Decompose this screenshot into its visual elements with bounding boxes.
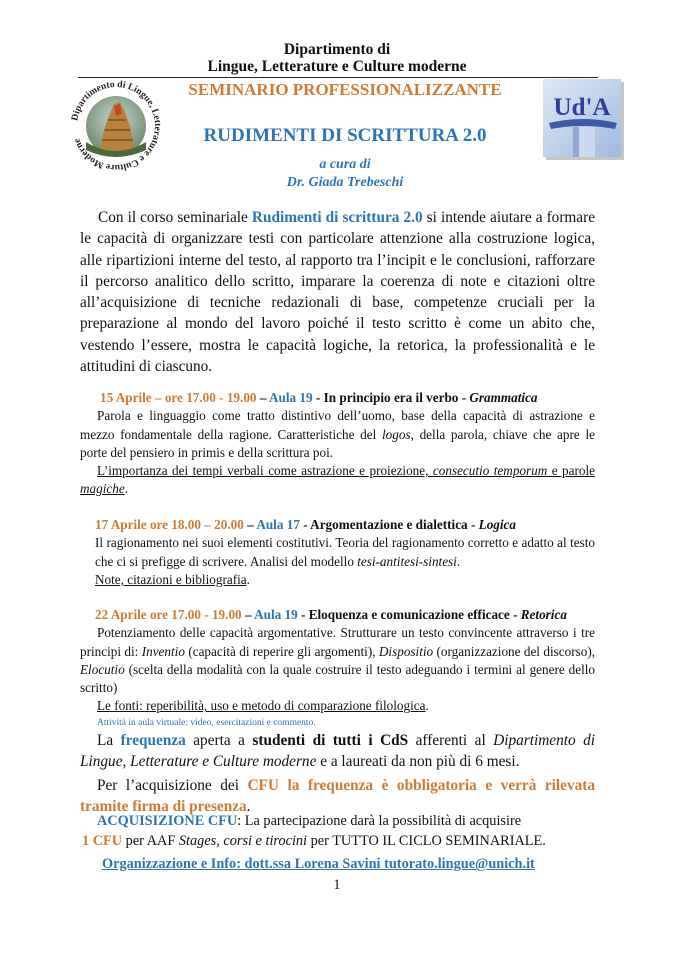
header-divider	[78, 77, 598, 78]
credits-amount: 1 CFU	[82, 833, 123, 849]
text: Per l’acquisizione dei	[97, 777, 248, 794]
text-italic: Stages, corsi e tirocini	[178, 833, 308, 849]
department-line-1: Dipartimento di	[283, 41, 391, 58]
period: .	[124, 481, 128, 497]
body-italic: tesi-antitesi-sintesi	[357, 553, 457, 569]
session-title: - Argomentazione e dialettica -	[299, 517, 479, 532]
body-text: Parola e linguaggio come tratto distintivo dell’uomo, base della capacità di astrazione e mezzo fondamentale della ragione. Caratteristiche del	[80, 408, 595, 442]
credits-label: ACQUISIZIONE CFU	[97, 813, 238, 829]
separator: –	[256, 390, 269, 405]
session-date: 17 Aprile ore 18.00 – 20.00	[95, 517, 244, 532]
highlight-text: Le fonti: reperibilità, uso e metodo di comparazione filologica	[97, 698, 426, 714]
intro-paragraph	[80, 207, 595, 377]
session-2	[80, 516, 595, 589]
text: per TUTTO IL CICLO SEMINARIALE.	[307, 833, 546, 849]
session-body	[80, 624, 595, 697]
text: afferenti al	[408, 732, 494, 749]
body-text: (scelta della modalità con la quale costruire il testo adeguando i termini al genere dello scritto)	[80, 661, 595, 696]
body-italic: Inventio	[141, 643, 185, 659]
body-italic: Dispositio	[378, 643, 434, 659]
session-note: Attività in aula virtuale: video, esercitazioni e commento.	[97, 717, 316, 728]
session-body	[80, 534, 595, 571]
session-room: Aula 19	[269, 390, 313, 405]
logo-text: Ud'A	[553, 94, 611, 121]
session-title: - Eloquenza e comunicazione efficace -	[297, 607, 521, 622]
session-subject: Grammatica	[469, 390, 538, 405]
text: La	[97, 732, 121, 749]
department-italic: Dipartimento di Lingue, Letterature e Culture moderne	[80, 732, 596, 770]
session-room: Aula 19	[254, 607, 298, 622]
course-name-highlight: Rudimenti di scrittura 2.0	[251, 209, 423, 226]
session-header	[80, 516, 595, 534]
curated-by-label: a cura di	[319, 157, 371, 172]
attendance-section	[80, 731, 595, 817]
highlight-italic: magiche	[80, 481, 125, 497]
body-text: Potenziamento delle capacità argomentative. Strutturare un testo convincente attraverso i tre principi di:	[80, 625, 595, 659]
department-line-2: Lingue, Letterature e Culture moderne	[207, 58, 467, 75]
session-date: 15 Aprile – ore 17.00 - 19.00	[100, 390, 257, 405]
page-number: 1	[333, 877, 341, 893]
separator: –	[243, 517, 257, 532]
highlight-text: Note, citazioni e bibliografia	[95, 571, 247, 587]
text: : La partecipazione darà la possibilità di acquisire	[237, 813, 522, 829]
session-1	[80, 389, 595, 499]
text: aperta a	[185, 732, 253, 749]
body-text: (capacità di reperire gli argomenti),	[184, 643, 379, 659]
text: e a laureati da non più di 6 mesi.	[316, 752, 520, 770]
session-header	[80, 606, 595, 624]
credits-section	[80, 811, 595, 851]
contact-link[interactable]: Organizzazione e Info: dott.ssa Lorena Savini tutorato.lingue@unich.it	[102, 856, 535, 872]
session-date: 22 Aprile ore 17.00 - 19.00	[95, 607, 242, 622]
session-room: Aula 17	[256, 517, 300, 532]
frequency-highlight: frequenza	[120, 732, 186, 749]
body-text: .	[456, 553, 461, 569]
separator: –	[241, 607, 255, 622]
session-title: - In principio era il verbo -	[312, 390, 470, 405]
highlight-italic: consecutio temporum	[432, 463, 548, 479]
session-body	[80, 407, 595, 462]
session-subject: Retorica	[520, 607, 567, 622]
period: .	[246, 571, 250, 587]
course-title: RUDIMENTI DI SCRITTURA 2.0	[203, 125, 487, 146]
period: .	[246, 797, 251, 815]
credits-line-2	[80, 831, 595, 851]
info-line	[80, 856, 595, 873]
period: .	[425, 698, 429, 714]
intro-text: Con il corso seminariale	[98, 209, 252, 226]
body-italic: Elocutio	[80, 661, 125, 677]
body-text: (organizzazione del discorso),	[433, 643, 596, 659]
session-header	[80, 389, 595, 407]
session-highlight	[80, 697, 595, 715]
author-name: Dr. Giada Trebeschi	[286, 175, 404, 190]
students-bold: studenti di tutti i CdS	[252, 732, 409, 749]
university-logo	[543, 79, 629, 165]
attendance-paragraph	[80, 731, 595, 772]
requirement-highlight: CFU la frequenza è obbligatoria e verrà rilevata tramite firma di presenza	[80, 777, 595, 815]
intro-text: si intende aiutare a formare le capacità di organizzare testi con particolare attenzione alla costruzione logica, alle ripartizioni interne del testo, al rapporto tra l’incipit e le conclusioni, rafforzare il percorso analitico dello scritto, imparare la coerenza di note e citazioni oltre all’acquisizione di tecniche redazionali di base, competenze cruciali per la preparazione al mondo del lavoro poiché il testo scritto è come un abito che, vestendo l’essere, mostra le capacità logiche, la retorica, la professionalità e le attitudini di ciascuno.	[80, 209, 595, 376]
session-subject: Logica	[478, 517, 516, 532]
department-logo	[70, 80, 162, 172]
session-3	[80, 606, 595, 730]
highlight-text: e parole	[547, 463, 596, 479]
text: per AAF	[122, 833, 179, 849]
credits-line-1	[80, 811, 595, 831]
session-highlight	[80, 462, 595, 499]
body-italic: logos	[381, 426, 411, 442]
body-text: Il ragionamento nei suoi elementi costitutivi. Teoria del ragionamento corretto e adatto al testo che ci si prefigge di scrivere. Analisi del modello	[95, 535, 595, 569]
body-text: , della parola, chiave che apre le porte del pensiero in primis e della scrittura poi.	[80, 426, 595, 460]
logo-text: Dipartimento di Lingue, Letterature e Culture Moderne	[70, 80, 162, 172]
highlight-text: L’importanza dei tempi verbali come astrazione e proiezione,	[97, 463, 433, 479]
session-highlight	[80, 571, 595, 589]
seminar-type: SEMINARIO PROFESSIONALIZZANTE	[188, 80, 502, 99]
